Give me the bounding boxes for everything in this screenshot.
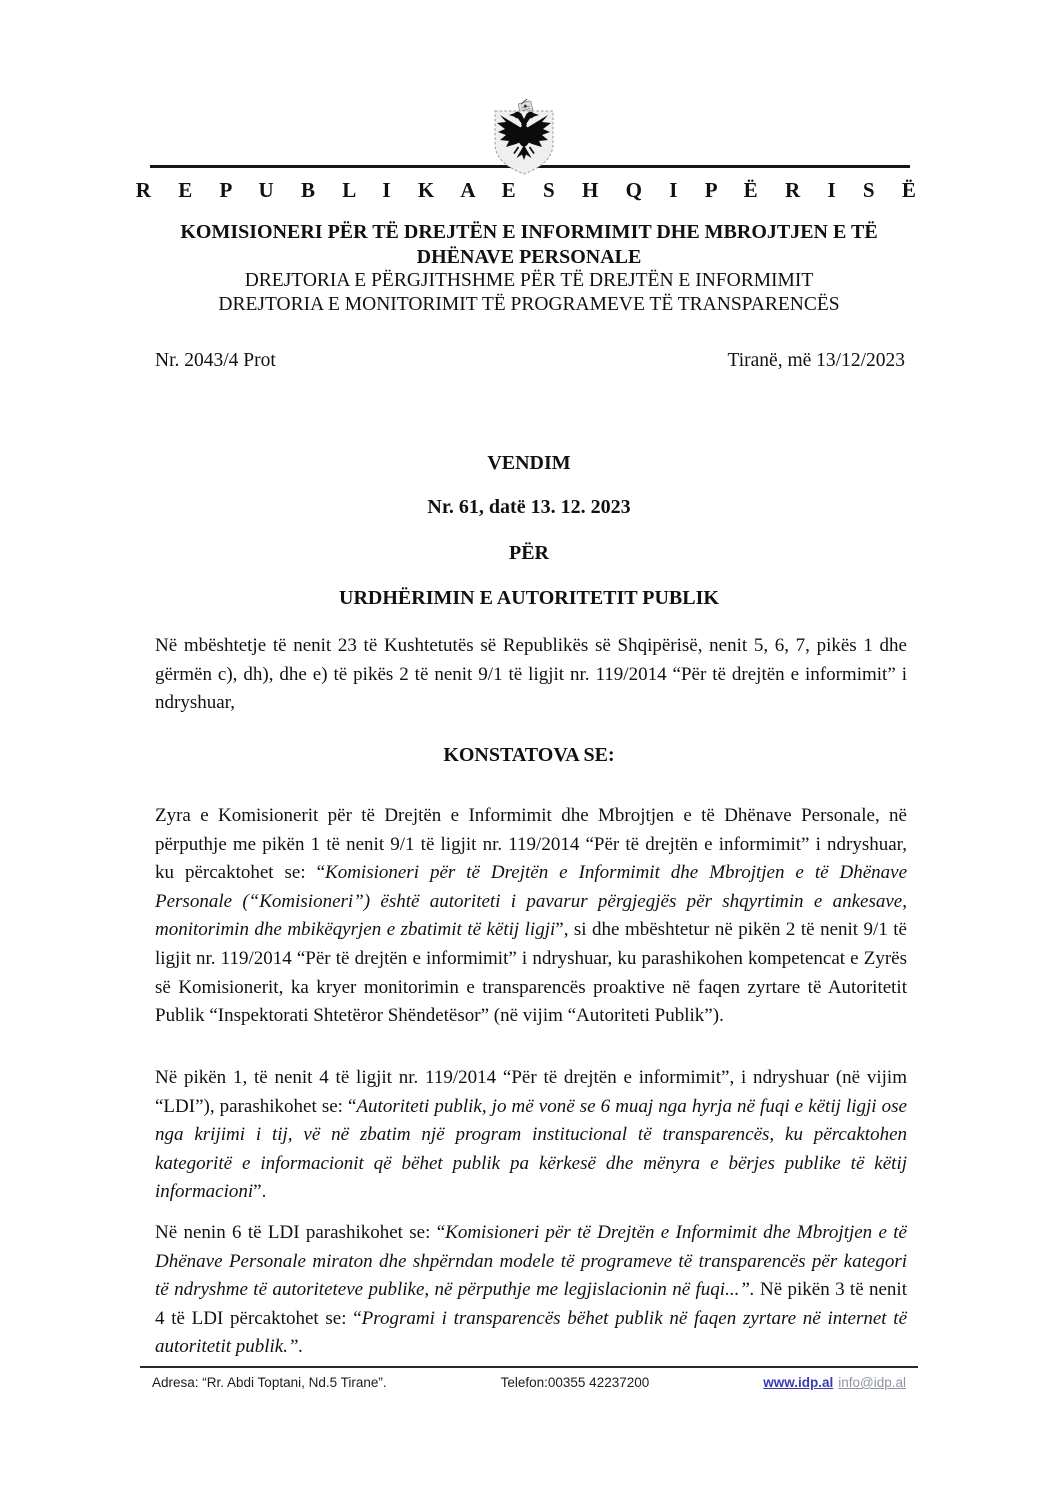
directorate-monitoring-line: DREJTORIA E MONITORIMIT TË PROGRAMEVE TË TRANSPARENCËS: [218, 294, 840, 315]
paragraph-text: Në nenin 6 të LDI parashikohet se: “: [155, 1222, 446, 1243]
paragraph-article6: [155, 1219, 907, 1362]
footer-address: Adresa: “Rr. Abdi Toptani, Nd.5 Tirane”.: [152, 1375, 387, 1390]
website-link[interactable]: www.idp.al: [763, 1375, 834, 1390]
protocol-number: Nr. 2043/4 Prot: [155, 350, 276, 371]
quoted-law-text: Programi i transparencës bëhet publik në faqen zyrtare në internet të autoritetit publik.”.: [155, 1307, 908, 1358]
decision-subject: URDHËRIMIN E AUTORITETIT PUBLIK: [339, 587, 719, 609]
quoted-law-text: Autoriteti publik, jo më vonë se 6 muaj nga hyrja në fuqi e këtij ligji ose nga krijimi i tij, vë në zbatim një program institucional të transparencës, ku përcaktohen kategoritë e informacionit që bëhet publik pa kërkesë dhe mënyra e bërjes publike të këtij informacioni: [155, 1095, 907, 1203]
footer-telephone: Telefon:00355 42237200: [500, 1375, 650, 1390]
quoted-law-text: Komisioneri për të Drejtën e Informimit dhe Mbrojtjen e të Dhënave Personale miraton dhe shpërndan modele të programeve të transparencës për kategori të ndryshme të autoriteteve publike, në përputhje me legjislacionin në fuqi...”.: [155, 1222, 907, 1301]
paragraph-text: Zyra e Komisionerit për të Drejtën e Informimit dhe Mbrojtjen e të Dhënave Personale, në përputhje me pikën 1 të nenit 9/1 të ligjit nr. 119/2014 “Për të drejtën e informimit” i ndryshuar, ku përcaktohet se: “: [155, 805, 907, 884]
place-date: Tiranë, më 13/12/2023: [727, 350, 905, 371]
paragraph-article4: [155, 1064, 907, 1207]
institution-name: KOMISIONERI PËR TË DREJTËN E INFORMIMIT DHE MBROJTJEN E TË DHËNAVE PERSONALE: [180, 221, 878, 268]
paragraph-monitoring: [155, 802, 907, 1031]
paragraph-text: Në pikën 3 të nenit 4 të LDI përcaktohet se: “: [155, 1279, 907, 1329]
decision-number-date: Nr. 61, datë 13. 12. 2023: [427, 496, 631, 518]
footer-rule: [140, 1366, 918, 1368]
paragraph-text: ”.: [253, 1181, 267, 1203]
decision-preposition: PËR: [509, 542, 549, 564]
email-link[interactable]: info@idp.al: [838, 1375, 906, 1390]
directorate-general-line: DREJTORIA E PËRGJITHSHME PËR TË DREJTËN E INFORMIMIT: [244, 270, 814, 291]
quoted-law-text: Komisioneri për të Drejtën e Informimit dhe Mbrojtjen e të Dhënave Personale (“Komisioneri”) është autoriteti i pavarur përgjegjës për shqyrtimin e ankesave, monitorimin dhe mbikëqyrjen e zbatimit të këtij ligji: [155, 862, 908, 941]
paragraph-legal-basis: Në mbështetje të nenit 23 të Kushtetutës së Republikës së Shqipërisë, nenit 5, 6, 7, pikës 1 dhe gërmën c), dh), dhe e) të pikës 2 të nenit 9/1 të ligjit nr. 119/2014 “Për të drejtën e informimit” i ndryshuar,: [155, 635, 907, 714]
paragraph-text: ”, si dhe mbështetur në pikën 2 të nenit 9/1 të ligjit nr. 119/2014 “Për të drejtën e informimit” i ndryshuar, ku parashikohen kompetencat e Zyrës së Komisionerit, ka kryer monitorimin e transparencës proaktive në faqen zyrtare të Autoritetit Publik “Inspektorati Shtetëror Shëndetësor” (në vijim “Autoriteti Publik”).: [155, 919, 907, 1027]
paragraph-text: Në pikën 1, të nenit 4 të ligjit nr. 119/2014 “Për të drejtën e informimit”, i ndryshuar (në vijim “LDI”), parashikohet se: “: [155, 1067, 907, 1117]
footer-links: [763, 1375, 906, 1390]
albanian-eagle-emblem: [486, 98, 562, 180]
decision-doc-type: VENDIM: [487, 452, 571, 474]
protocol-date-row: [155, 350, 905, 372]
footer: [152, 1375, 906, 1390]
konstatova-heading: KONSTATOVA SE:: [443, 744, 615, 766]
republic-title: R E P U B L I K A E S H Q I P Ë R I S Ë: [135, 178, 923, 202]
eagle-emblem-icon: [486, 98, 562, 180]
